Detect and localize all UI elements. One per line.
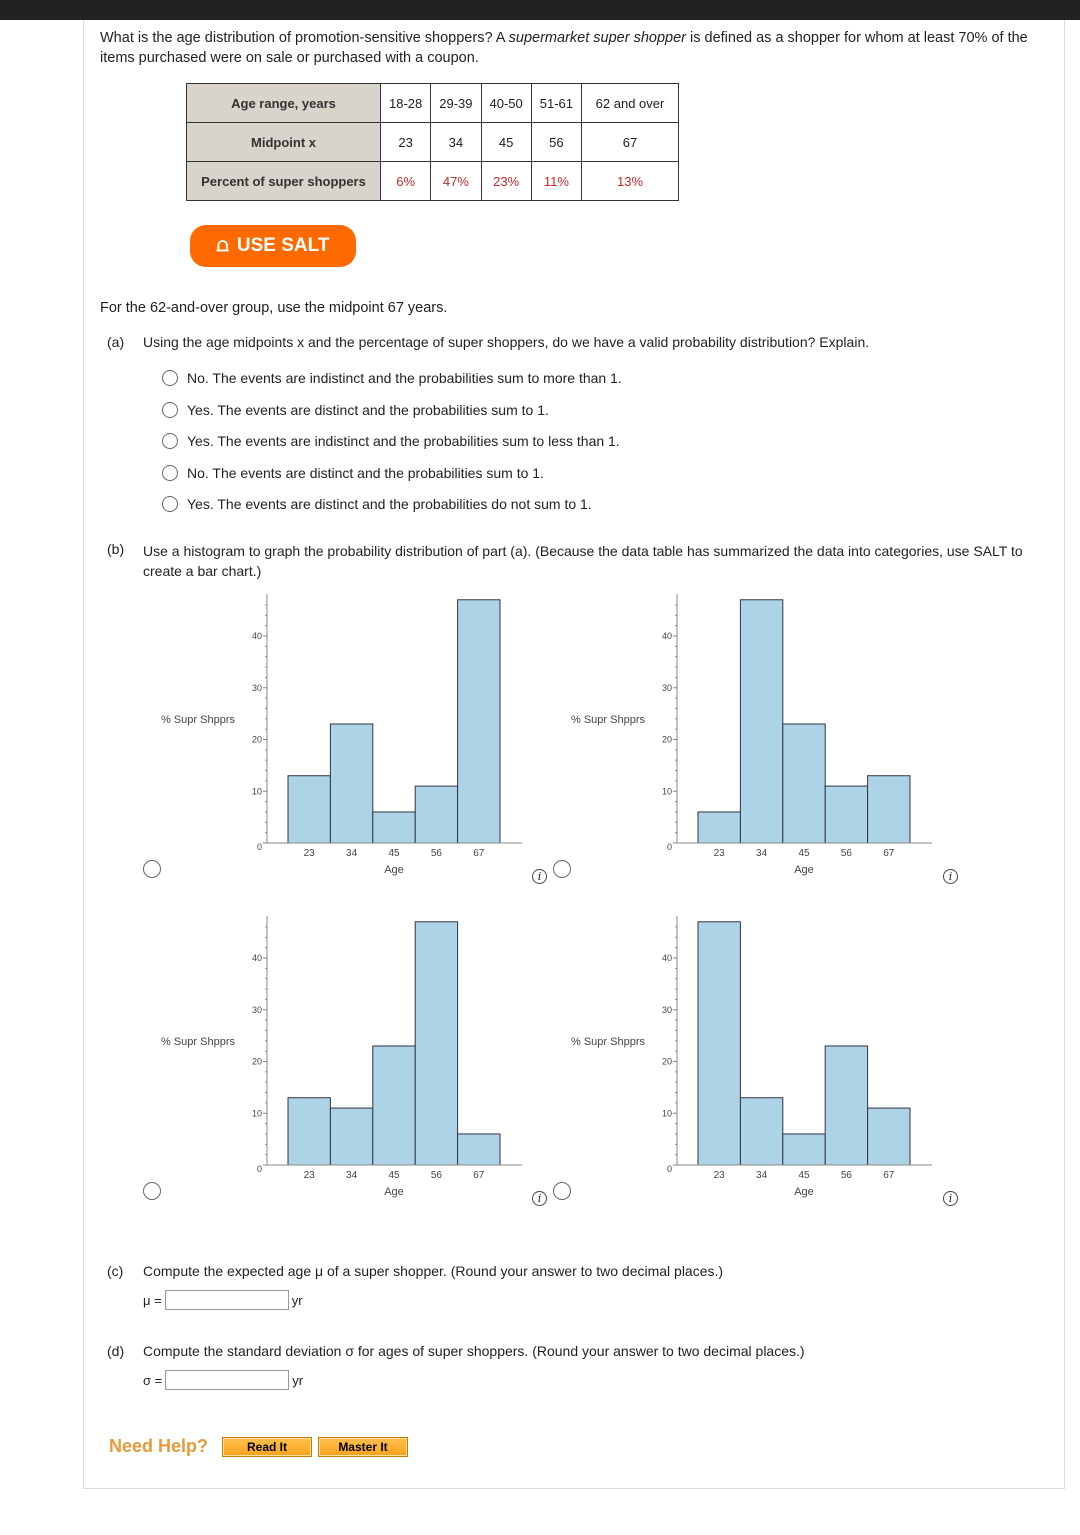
bar — [330, 724, 372, 843]
use-salt-button[interactable] — [190, 225, 356, 267]
row-header: Age range, years — [187, 84, 381, 123]
cell: 51-61 — [531, 84, 581, 123]
y-tick-label: 10 — [661, 786, 672, 797]
chart-option-radio-2[interactable] — [553, 860, 571, 878]
radio[interactable] — [162, 433, 178, 449]
histogram-chart-4 — [560, 912, 980, 1212]
bar — [415, 922, 457, 1165]
part-a-options — [162, 362, 622, 520]
x-tick-label: 67 — [473, 1170, 485, 1181]
cell: 23 — [381, 123, 431, 162]
part-c-text: Compute the expected age μ of a super shopper. (Round your answer to two decimal places.) — [143, 1263, 724, 1279]
intro-text: What is the age distribution of promotion-sensitive shoppers? A — [100, 30, 509, 46]
bar — [783, 724, 825, 843]
x-tick-label: 23 — [713, 848, 725, 859]
cell: 34 — [431, 123, 481, 162]
y-tick-label: 20 — [251, 1056, 262, 1067]
x-axis-label: Age — [794, 1186, 814, 1198]
y-tick-label: 30 — [661, 682, 672, 693]
part-a-text: Using the age midpoints x and the percentage of super shoppers, do we have a valid probability distribution? Explain. — [143, 334, 870, 350]
x-tick-label: 45 — [798, 1170, 810, 1181]
row-header: Midpoint x — [187, 123, 381, 162]
mu-answer-row — [143, 1290, 303, 1310]
x-tick-label: 34 — [346, 1170, 358, 1181]
y-tick-label: 40 — [251, 631, 262, 641]
part-a-label: (a) — [107, 334, 125, 350]
histogram-chart-1 — [150, 590, 570, 890]
bar — [740, 600, 782, 843]
x-tick-label: 34 — [756, 848, 768, 859]
y-tick-label: 30 — [661, 1004, 672, 1015]
cell: 45 — [481, 123, 531, 162]
top-bar — [0, 0, 1080, 20]
salt-icon: ⩍ — [216, 235, 229, 256]
radio[interactable] — [162, 370, 178, 386]
x-tick-label: 56 — [430, 848, 442, 859]
y-tick-label: 0 — [666, 1164, 672, 1174]
part-c-label: (c) — [107, 1263, 124, 1279]
cell: 62 and over — [582, 84, 679, 123]
chart-option-radio-3[interactable] — [143, 1182, 161, 1200]
x-tick-label: 45 — [388, 1170, 400, 1181]
option-label: Yes. The events are distinct and the probabilities sum to 1. — [187, 401, 549, 418]
option-label: No. The events are distinct and the probabilities sum to 1. — [187, 464, 544, 481]
x-tick-label: 56 — [840, 1170, 852, 1181]
histogram-chart-3 — [150, 912, 570, 1212]
y-tick-label: 40 — [661, 631, 672, 641]
x-tick-label: 23 — [713, 1170, 725, 1181]
chart-option-radio-1[interactable] — [143, 860, 161, 878]
mu-unit: yr — [291, 1292, 303, 1308]
x-tick-label: 45 — [798, 848, 810, 859]
bar — [868, 776, 910, 843]
info-icon[interactable]: i — [532, 869, 547, 884]
x-axis-label: Age — [384, 1186, 404, 1198]
sigma-input[interactable] — [165, 1370, 289, 1390]
x-axis-label: Age — [794, 864, 814, 876]
question-intro — [100, 28, 1040, 68]
y-tick-label: 30 — [251, 1004, 262, 1015]
bar — [415, 786, 457, 843]
read-it-button[interactable]: Read It — [222, 1437, 312, 1457]
bar — [698, 922, 740, 1165]
bar — [458, 1134, 500, 1165]
chart-option-radio-4[interactable] — [553, 1182, 571, 1200]
age-table — [186, 83, 679, 201]
need-help-label: Need Help? — [109, 1436, 209, 1456]
salt-label: USE SALT — [236, 235, 330, 256]
sigma-label: σ = — [143, 1372, 163, 1388]
x-tick-label: 67 — [883, 1170, 895, 1181]
y-tick-label: 0 — [256, 1164, 262, 1174]
bar — [288, 1098, 330, 1165]
y-tick-label: 20 — [661, 1056, 672, 1067]
x-tick-label: 56 — [430, 1170, 442, 1181]
y-axis-label: % Supr Shpprs — [571, 714, 645, 726]
option-1[interactable] — [162, 362, 622, 394]
x-tick-label: 34 — [756, 1170, 768, 1181]
radio[interactable] — [162, 465, 178, 481]
y-tick-label: 40 — [251, 953, 262, 963]
cell: 13% — [582, 162, 679, 201]
option-2[interactable] — [162, 394, 622, 425]
cell: 40-50 — [481, 84, 531, 123]
histogram-chart-2 — [560, 590, 980, 890]
x-tick-label: 23 — [303, 1170, 315, 1181]
y-tick-label: 20 — [251, 734, 262, 745]
bar — [825, 786, 867, 843]
option-label: Yes. The events are indistinct and the probabilities sum to less than 1. — [187, 433, 620, 449]
x-axis-label: Age — [384, 864, 404, 876]
intro-emphasis: supermarket super shopper — [508, 30, 686, 46]
option-4[interactable] — [162, 457, 622, 488]
bar — [458, 600, 500, 843]
part-b-label: (b) — [107, 541, 125, 557]
y-tick-label: 40 — [661, 953, 672, 963]
option-label: No. The events are indistinct and the probabilities sum to more than 1. — [187, 370, 622, 386]
x-tick-label: 45 — [388, 848, 400, 859]
part-d-label: (d) — [107, 1343, 125, 1359]
bar — [698, 812, 740, 843]
bar — [740, 1098, 782, 1165]
y-axis-label: % Supr Shpprs — [161, 1036, 235, 1048]
master-it-button[interactable]: Master It — [318, 1437, 408, 1457]
y-tick-label: 0 — [666, 842, 672, 852]
y-tick-label: 10 — [251, 1108, 262, 1119]
x-tick-label: 67 — [883, 848, 895, 859]
bar — [825, 1046, 867, 1165]
x-tick-label: 34 — [346, 848, 358, 859]
row-header: Percent of super shoppers — [187, 162, 381, 201]
sigma-unit: yr — [292, 1372, 304, 1388]
bar — [330, 1108, 372, 1165]
cell: 18-28 — [381, 84, 431, 123]
y-axis-label: % Supr Shpprs — [571, 1036, 645, 1048]
cell: 56 — [531, 123, 581, 162]
cell: 23% — [481, 162, 531, 201]
cell: 6% — [381, 162, 431, 201]
cell: 47% — [431, 162, 481, 201]
x-tick-label: 56 — [840, 848, 852, 859]
option-label: Yes. The events are distinct and the probabilities do not sum to 1. — [187, 496, 592, 512]
y-tick-label: 20 — [661, 734, 672, 745]
cell: 29-39 — [431, 84, 481, 123]
part-d-text: Compute the standard deviation σ for ages of super shoppers. (Round your answer to two decimal places.) — [143, 1343, 805, 1359]
part-b-text: Use a histogram to graph the probability distribution of part (a). (Because the data table has summarized the data into categories, use SALT to create a bar chart.) — [143, 543, 1023, 579]
option-5[interactable] — [162, 488, 622, 520]
info-icon[interactable]: i — [943, 869, 958, 884]
y-axis-label: % Supr Shpprs — [161, 714, 235, 726]
bar — [288, 776, 330, 843]
mu-input[interactable] — [165, 1290, 289, 1310]
y-tick-label: 10 — [251, 786, 262, 797]
sigma-answer-row — [143, 1370, 303, 1390]
note-text: For the 62-and-over group, use the midpoint 67 years. — [100, 300, 448, 316]
intro-text-end: is defined as a shopper for whom at least 70% of the items purchased were on sale or purchased with a coupon. — [100, 30, 1028, 66]
option-3[interactable] — [162, 425, 622, 457]
bar — [868, 1108, 910, 1165]
x-tick-label: 67 — [473, 848, 485, 859]
bar — [783, 1134, 825, 1165]
y-tick-label: 30 — [251, 682, 262, 693]
x-tick-label: 23 — [303, 848, 315, 859]
bar — [373, 1046, 415, 1165]
radio[interactable] — [162, 402, 178, 418]
y-tick-label: 10 — [661, 1108, 672, 1119]
radio[interactable] — [162, 496, 178, 512]
bar — [373, 812, 415, 843]
mu-label: μ = — [143, 1292, 162, 1308]
cell: 67 — [582, 123, 679, 162]
info-icon[interactable]: i — [943, 1191, 958, 1206]
cell: 11% — [531, 162, 581, 201]
y-tick-label: 0 — [256, 842, 262, 852]
info-icon[interactable]: i — [532, 1191, 547, 1206]
